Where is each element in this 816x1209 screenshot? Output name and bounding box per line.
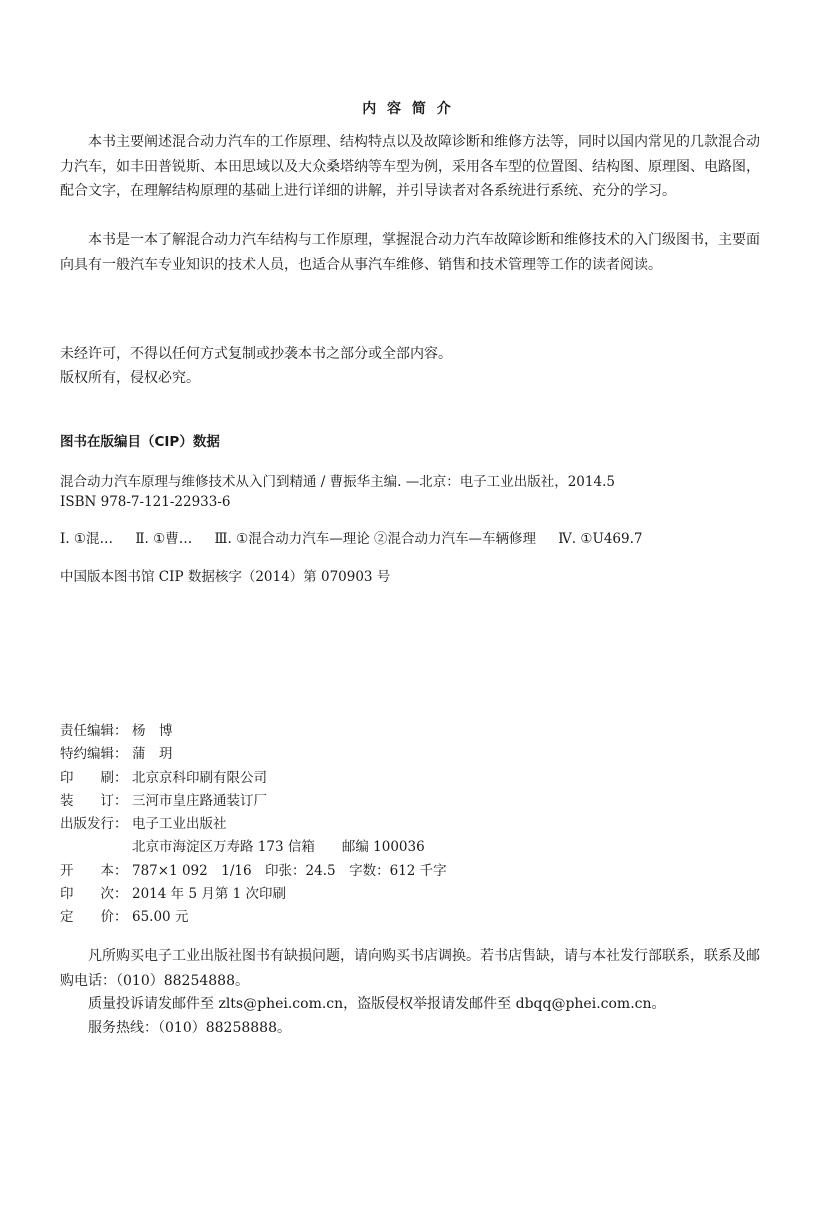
staff-label: 印 次： xyxy=(60,886,128,903)
staff-row-address xyxy=(60,835,760,858)
staff-value: 北京京科印刷有限公司 xyxy=(132,769,267,786)
staff-value: 北京市海淀区万寿路 173 信箱 邮编 100036 xyxy=(132,839,425,856)
staff-label: 装 订： xyxy=(60,792,128,809)
staff-label: 责任编辑： xyxy=(60,723,128,739)
staff-row-special-editor xyxy=(60,742,760,765)
staff-value: 蒲 玥 xyxy=(132,746,173,763)
notice-paragraph-3: 服务热线：（010）88258888。 xyxy=(88,1020,291,1036)
cip-classification xyxy=(60,527,780,547)
staff-label xyxy=(60,835,132,858)
publication-details xyxy=(60,719,760,929)
staff-label: 开 本： xyxy=(60,862,128,879)
cip-isbn: ISBN 978-7-121-22933-6 xyxy=(60,494,231,510)
cip-class-2: Ⅱ. ①曹… xyxy=(135,531,193,547)
staff-value: 2014 年 5 月第 1 次印刷 xyxy=(132,886,286,903)
staff-row-price xyxy=(60,905,760,928)
cip-record: 混合动力汽车原理与维修技术从入门到精通 / 曹振华主编. —北京：电子工业出版社，2014.5 xyxy=(60,474,615,490)
cip-number: 中国版本图书馆 CIP 数据核字（2014）第 070903 号 xyxy=(60,569,391,585)
copyright-notice: 未经许可，不得以任何方式复制或抄袭本书之部分或全部内容。 xyxy=(60,346,452,362)
summary-title: 内 容 简 介 xyxy=(362,101,454,117)
staff-row-binding xyxy=(60,789,760,812)
cip-class-3: Ⅲ. ①混合动力汽车—理论 ②混合动力汽车—车辆修理 xyxy=(214,531,536,547)
staff-value: 三河市皇庄路通装订厂 xyxy=(132,792,267,809)
staff-value: 电子工业出版社 xyxy=(132,816,227,833)
staff-label: 特约编辑： xyxy=(60,746,128,763)
cip-class-1: Ⅰ. ①混… xyxy=(60,531,114,547)
staff-row-publisher xyxy=(60,812,760,835)
staff-row-edition xyxy=(60,882,760,905)
staff-row-editor xyxy=(60,719,760,742)
rights-reserved: 版权所有，侵权必究。 xyxy=(60,370,200,386)
summary-paragraph-1: 本书主要阐述混合动力汽车的工作原理、结构特点以及故障诊断和维修方法等，同时以国内常见的几款混合动力汽车，如丰田普锐斯、本田思域以及大众桑塔纳等车型为例，采用各车型的位置图、结构图、原理图、电路图，配合文字，在理解结构原理的基础上进行详细的讲解，并引导读者对各系统进行系统、充分的学习。 xyxy=(60,134,760,199)
staff-value: 787×1 092 1/16 印张：24.5 字数：612 千字 xyxy=(132,862,447,879)
staff-label: 定 价： xyxy=(60,909,128,926)
staff-value: 杨 博 xyxy=(132,723,173,739)
staff-label: 出版发行： xyxy=(60,816,128,833)
notice-paragraph-2: 质量投诉请发邮件至 zlts@phei.com.cn，盗版侵权举报请发邮件至 dbqq@phei.com.cn。 xyxy=(88,996,666,1012)
staff-label: 印 刷： xyxy=(60,769,128,786)
summary-paragraph-2: 本书是一本了解混合动力汽车结构与工作原理，掌握混合动力汽车故障诊断和维修技术的入门级图书，主要面向具有一般汽车专业知识的技术人员，也适合从事汽车维修、销售和技术管理等工作的读者阅读。 xyxy=(60,232,760,273)
cip-heading: 图书在版编目（CIP）数据 xyxy=(60,434,220,450)
staff-row-format xyxy=(60,859,760,882)
cip-class-4: Ⅳ. ①U469.7 xyxy=(558,531,643,547)
staff-value: 65.00 元 xyxy=(132,909,189,926)
staff-row-printing xyxy=(60,766,760,789)
notice-paragraph-1: 凡所购买电子工业出版社图书有缺损问题，请向购买书店调换。若书店售缺，请与本社发行部联系，联系及邮购电话：（010）88254888。 xyxy=(60,948,760,989)
